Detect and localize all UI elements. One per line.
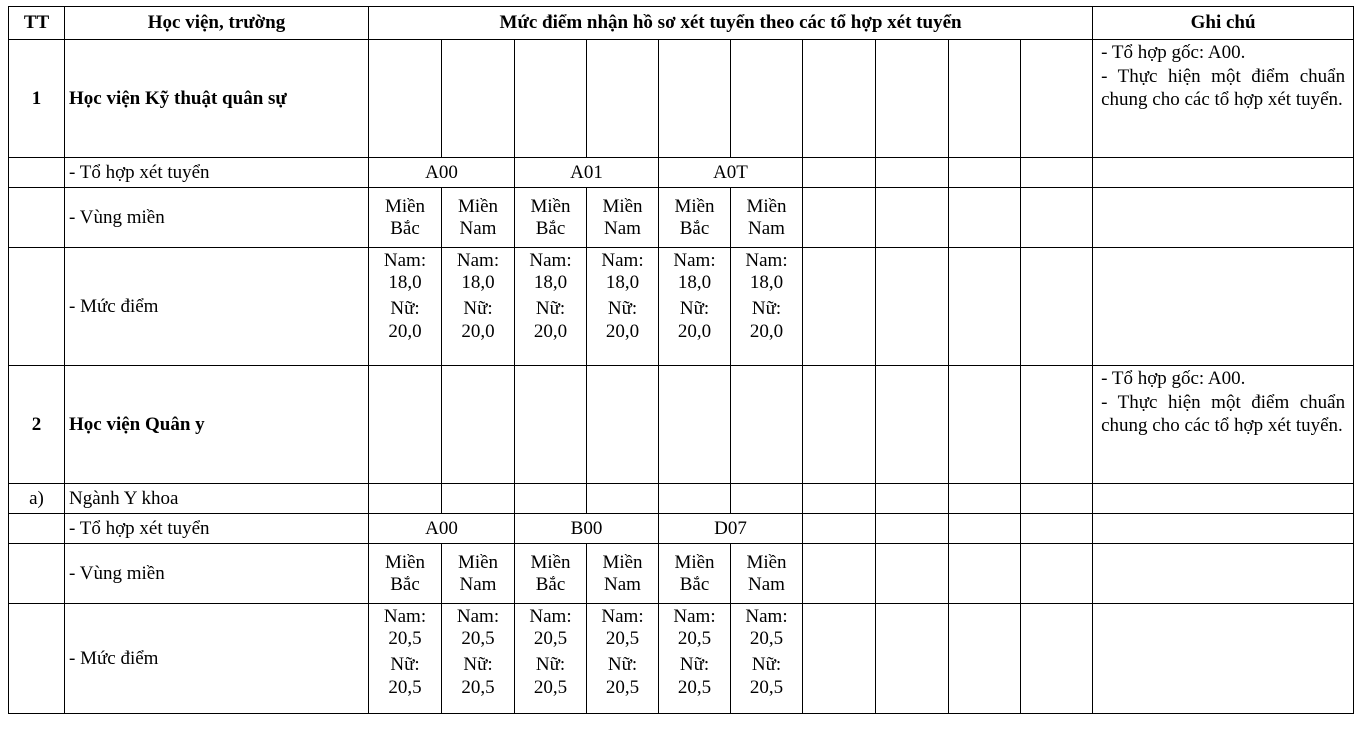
admission-score-table [8, 6, 1354, 714]
note-line: - Thực hiện một điểm chuẩn chung cho các tổ hợp xét tuyển. [1101, 66, 1346, 110]
vung-cell: Miền Nam [587, 188, 659, 248]
vung-label: - Vùng miền [65, 188, 369, 248]
school-name: Học viện Kỹ thuật quân sự [65, 40, 369, 158]
diem-cell: Nam: 20,5 Nữ: 20,5 [659, 604, 731, 714]
vung-row [9, 544, 1354, 604]
tohop-label: - Tổ hợp xét tuyển [65, 514, 369, 544]
vung-cell: Miền Bắc [515, 544, 587, 604]
header-row [9, 7, 1354, 40]
subsection-row [9, 484, 1354, 514]
school-name: Học viện Quân y [65, 366, 369, 484]
diem-cell: Nam: 18,0 Nữ: 20,0 [515, 248, 587, 366]
vung-cell: Miền Bắc [515, 188, 587, 248]
diem-row [9, 248, 1354, 366]
school-note [1093, 40, 1354, 158]
header-note: Ghi chú [1093, 7, 1354, 40]
note-line: - Tổ hợp gốc: A00. [1101, 42, 1246, 63]
diem-cell: Nam: 20,5 Nữ: 20,5 [731, 604, 803, 714]
header-school: Học viện, trường [65, 7, 369, 40]
school-row [9, 40, 1354, 158]
sub-tt: a) [9, 484, 65, 514]
tohop-cell: A0T [659, 158, 803, 188]
vung-cell: Miền Nam [587, 544, 659, 604]
diem-cell: Nam: 20,5 Nữ: 20,5 [515, 604, 587, 714]
vung-label: - Vùng miền [65, 544, 369, 604]
vung-cell: Miền Nam [731, 188, 803, 248]
diem-label: - Mức điểm [65, 604, 369, 714]
diem-cell: Nam: 18,0 Nữ: 20,0 [369, 248, 442, 366]
school-row [9, 366, 1354, 484]
vung-row [9, 188, 1354, 248]
vung-cell: Miền Nam [442, 188, 515, 248]
header-scores: Mức điểm nhận hồ sơ xét tuyển theo các tổ hợp xét tuyển [369, 7, 1093, 40]
tohop-cell: A01 [515, 158, 659, 188]
school-tt: 1 [9, 40, 65, 158]
school-note [1093, 366, 1354, 484]
diem-label: - Mức điểm [65, 248, 369, 366]
tohop-cell: A00 [369, 158, 515, 188]
tohop-row [9, 158, 1354, 188]
diem-cell: Nam: 20,5 Nữ: 20,5 [587, 604, 659, 714]
tohop-row [9, 514, 1354, 544]
sub-name: Ngành Y khoa [65, 484, 369, 514]
note-line: - Tổ hợp gốc: A00. [1101, 368, 1246, 389]
tohop-cell: B00 [515, 514, 659, 544]
diem-cell: Nam: 20,5 Nữ: 20,5 [369, 604, 442, 714]
header-tt: TT [9, 7, 65, 40]
diem-row [9, 604, 1354, 714]
diem-cell: Nam: 18,0 Nữ: 20,0 [442, 248, 515, 366]
diem-cell: Nam: 18,0 Nữ: 20,0 [731, 248, 803, 366]
diem-cell: Nam: 18,0 Nữ: 20,0 [659, 248, 731, 366]
vung-cell: Miền Bắc [369, 188, 442, 248]
vung-cell: Miền Bắc [369, 544, 442, 604]
diem-cell: Nam: 18,0 Nữ: 20,0 [587, 248, 659, 366]
tohop-cell: D07 [659, 514, 803, 544]
tohop-label: - Tổ hợp xét tuyển [65, 158, 369, 188]
note-line: - Thực hiện một điểm chuẩn chung cho các tổ hợp xét tuyển. [1101, 392, 1346, 436]
diem-cell: Nam: 20,5 Nữ: 20,5 [442, 604, 515, 714]
vung-cell: Miền Bắc [659, 544, 731, 604]
vung-cell: Miền Nam [731, 544, 803, 604]
vung-cell: Miền Nam [442, 544, 515, 604]
school-tt: 2 [9, 366, 65, 484]
tohop-cell: A00 [369, 514, 515, 544]
vung-cell: Miền Bắc [659, 188, 731, 248]
